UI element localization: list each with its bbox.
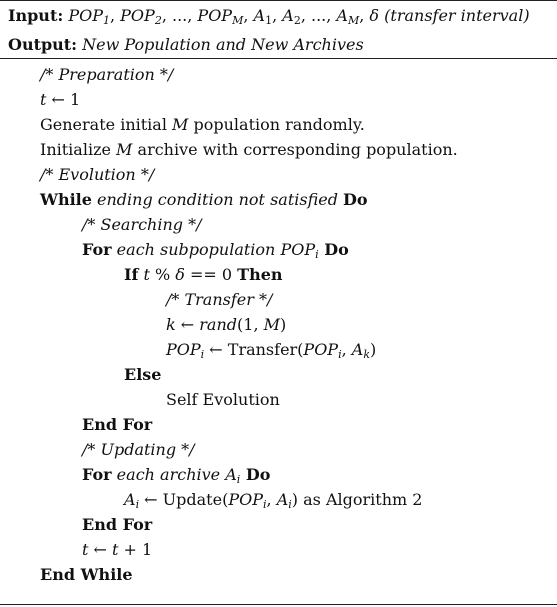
if-line: If t % δ == 0 Then (124, 265, 283, 284)
pop-transfer-line: $POP_i$ ← $Transfer(POP_i$, $A_k$) (166, 340, 377, 361)
end-for-2: End For (82, 515, 153, 534)
comment-searching: /* Searching */ (82, 215, 202, 234)
input-line: Input: $POP_1$, $POP_2$, ..., $POP_M$, $A_1$, $A_2$, ..., $A_M$, δ (transfer interval) (8, 6, 530, 27)
input-a-m: $A_M$ (336, 6, 360, 27)
input-ellipsis-2: ... (310, 6, 327, 25)
end-while: End While (40, 565, 133, 584)
update-line: $A_i$ ← $Update(POP_i$, $A_i$) as Algorithm 2 (124, 490, 423, 511)
output-text: New Population and New Archives (82, 35, 364, 54)
initialize-line: Initialize M archive with corresponding population. (40, 140, 458, 159)
input-note: (transfer interval) (384, 6, 530, 25)
generate-line: Generate initial M population randomly. (40, 115, 365, 134)
for-archive-line: For each archive $A_i$ Do (82, 465, 271, 486)
comment-transfer: /* Transfer */ (166, 290, 273, 309)
t-increment-line: t ← t + 1 (82, 540, 153, 559)
self-evolution-line: Self Evolution (166, 390, 280, 409)
comment-evolution: /* Evolution */ (40, 165, 155, 184)
for-subpopulation-line: For each subpopulation $POP_i$ Do (82, 240, 349, 261)
t-init-line: t ← 1 (40, 90, 81, 109)
comment-updating: /* Updating */ (82, 440, 195, 459)
input-pop-m: $POP_M$ (197, 6, 244, 27)
output-label: Output: (8, 35, 78, 54)
else-line: Else (124, 365, 162, 384)
input-label: Input: (8, 6, 64, 25)
header-rule (0, 58, 557, 59)
bottom-rule (0, 604, 557, 605)
input-a-1: $A_1$ (253, 6, 273, 27)
output-line (8, 33, 364, 57)
input-pop-2: $POP_2$ (120, 6, 162, 27)
top-rule (0, 0, 557, 1)
input-pop-1: $POP_1$ (68, 6, 110, 27)
k-rand-line: k ← rand(1, M) (166, 315, 287, 334)
comment-preparation: /* Preparation */ (40, 65, 174, 84)
while-line: While ending condition not satisfied Do (40, 190, 368, 209)
input-a-2: $A_2$ (282, 6, 301, 27)
input-delta: δ (369, 6, 380, 25)
end-for-1: End For (82, 415, 153, 434)
input-ellipsis-1: ... (171, 6, 188, 25)
